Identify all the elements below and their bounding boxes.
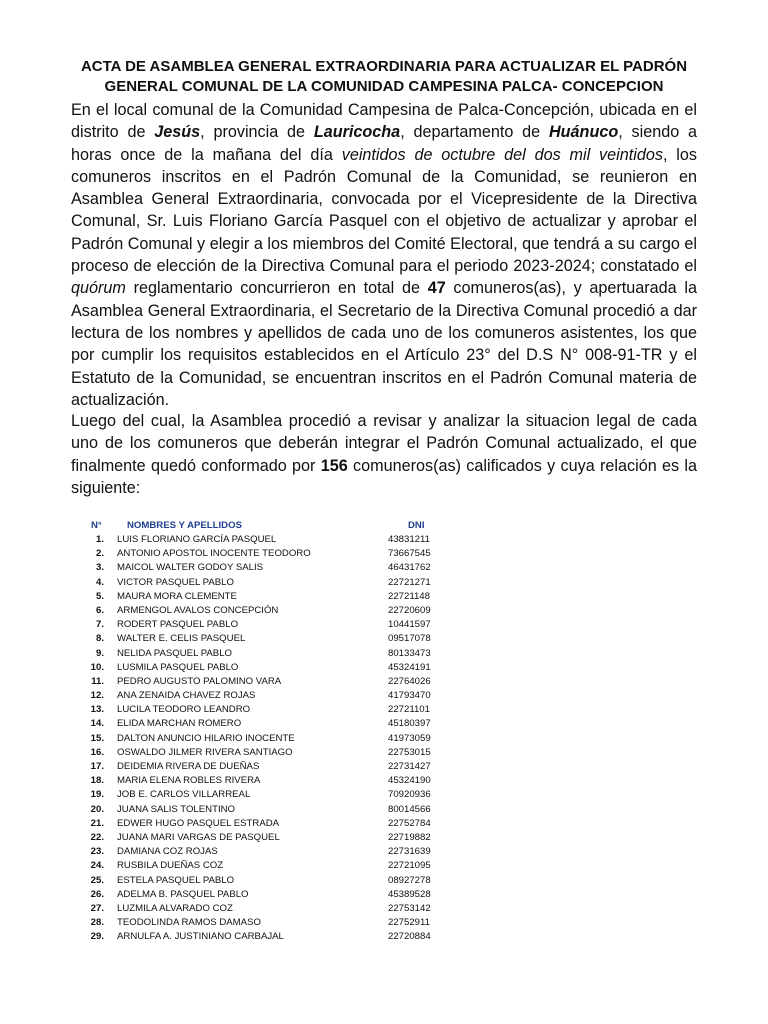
table-row xyxy=(0,775,768,789)
row-number: 2. xyxy=(95,548,104,560)
member-name: LUIS FLORIANO GARCÍA PASQUEL xyxy=(117,534,277,545)
row-number: 26. xyxy=(90,888,104,900)
province-name: Lauricocha xyxy=(313,123,401,142)
member-name: ANA ZENAIDA CHAVEZ ROJAS xyxy=(117,690,256,702)
table-row xyxy=(0,931,768,945)
text-run: , departamento de xyxy=(400,123,549,142)
row-number: 7. xyxy=(95,619,104,631)
member-dni: 22731639 xyxy=(388,846,431,858)
table-row xyxy=(0,917,768,931)
member-dni: 09517078 xyxy=(388,633,431,645)
row-number: 8. xyxy=(95,633,104,645)
row-number: 19. xyxy=(90,789,104,801)
member-name: JUANA SALIS TOLENTINO xyxy=(117,803,236,815)
department-name: Huánuco xyxy=(548,123,619,142)
table-header xyxy=(0,520,768,534)
header-name: NOMBRES Y APELLIDOS xyxy=(127,520,242,531)
member-dni: 22719882 xyxy=(388,831,431,843)
member-name: ESTELA PASQUEL PABLO xyxy=(117,874,235,886)
row-number: 12. xyxy=(90,690,104,702)
table-row xyxy=(0,690,768,704)
table-row xyxy=(0,903,768,917)
table-row xyxy=(0,562,768,576)
row-number: 3. xyxy=(95,562,104,574)
member-name: JOB E. CARLOS VILLARREAL xyxy=(117,789,251,801)
member-name: ARMENGOL AVALOS CONCEPCIÓN xyxy=(117,604,279,616)
member-name: TEODOLINDA RAMOS DAMASO xyxy=(117,917,261,929)
row-number: 13. xyxy=(90,704,104,716)
member-name: LUZMILA ALVARADO COZ xyxy=(117,902,233,914)
text-run: En el local comunal de la Comunidad Campesina de Palca-Concepción, ubicada en el distrito de xyxy=(71,101,697,142)
member-name: RUSBILA DUEÑAS COZ xyxy=(117,860,224,872)
member-dni: 22721101 xyxy=(388,704,430,716)
member-dni: 73667545 xyxy=(388,548,431,560)
member-dni: 45324191 xyxy=(388,661,431,673)
member-dni: 22720609 xyxy=(388,604,431,616)
table-row xyxy=(0,704,768,718)
row-number: 4. xyxy=(95,576,104,588)
member-name: ANTONIO APOSTOL INOCENTE TEODORO xyxy=(117,548,311,560)
table-row xyxy=(0,591,768,605)
row-number: 24. xyxy=(90,860,104,872)
meeting-date: veintidos de octubre del dos mil veintidos xyxy=(341,145,663,164)
member-name: MARIA ELENA ROBLES RIVERA xyxy=(117,775,261,787)
member-dni: 80133473 xyxy=(388,647,431,659)
text-run: , provincia de xyxy=(200,123,314,142)
row-number: 27. xyxy=(90,902,104,914)
table-row xyxy=(0,860,768,874)
result-paragraph xyxy=(71,410,697,499)
row-number: 18. xyxy=(90,775,104,787)
table-row xyxy=(0,804,768,818)
member-dni: 22764026 xyxy=(388,675,431,687)
text-run: , los comuneros inscritos en el Padrón Comunal de la Comunidad, se reunieron en Asamblea General Extraordinaria, convocada por el Vicepresidente de la Directiva Comunal, Sr. Luis Floriano García Pasquel con el objetivo de actualizar y aprobar el Padrón Comunal y elegir a los miembros del Comité Electoral, que tendrá a su cargo el proceso de elección de la Directiva Comunal para el periodo 2023-2024; constatado el xyxy=(71,145,697,276)
member-dni: 10441597 xyxy=(388,619,431,631)
row-number: 28. xyxy=(90,917,104,929)
member-dni: 22752784 xyxy=(388,817,431,829)
row-number: 21. xyxy=(90,817,104,829)
header-number: N° xyxy=(91,520,102,531)
table-row xyxy=(0,733,768,747)
title-line-1: ACTA DE ASAMBLEA GENERAL EXTRAORDINARIA PARA ACTUALIZAR EL PADRÓN xyxy=(80,58,688,75)
row-number: 10. xyxy=(90,661,104,673)
table-row xyxy=(0,534,768,548)
text-run: comuneros(as), y apertuarada la Asamblea General Extraordinaria, el Secretario de la Directiva Comunal procedió a dar lectura de los nombres y apellidos de cada uno de los comuneros asistentes, los que por cumplir los requisitos establecidos en el Artículo 23° del D.S N° 008-91-TR y el Estatuto de la Comunidad, se encuentran inscritos en el Padrón Comunal materia de actualización. xyxy=(71,279,697,409)
member-name: MAICOL WALTER GODOY SALIS xyxy=(117,562,264,574)
row-number: 14. xyxy=(90,718,104,730)
member-name: DALTON ANUNCIO HILARIO INOCENTE xyxy=(117,732,295,744)
table-row xyxy=(0,662,768,676)
member-name: LUSMILA PASQUEL PABLO xyxy=(117,661,239,673)
table-row xyxy=(0,548,768,562)
table-row xyxy=(0,718,768,732)
member-dni: 22720884 xyxy=(388,931,431,943)
member-dni: 43831211 xyxy=(388,534,430,545)
member-name: DAMIANA COZ ROJAS xyxy=(117,846,218,858)
table-row xyxy=(0,832,768,846)
quorum-term: quórum xyxy=(71,279,126,298)
table-row xyxy=(0,605,768,619)
table-row xyxy=(0,577,768,591)
table-row xyxy=(0,889,768,903)
text-run: reglamentario concurrieron en total de xyxy=(125,279,428,298)
row-number: 9. xyxy=(95,647,104,659)
header-dni: DNI xyxy=(408,520,425,531)
row-number: 20. xyxy=(90,803,104,815)
member-name: NELIDA PASQUEL PABLO xyxy=(117,647,232,659)
member-dni: 08927278 xyxy=(388,874,431,886)
member-name: OSWALDO JILMER RIVERA SANTIAGO xyxy=(117,746,293,758)
member-dni: 45324190 xyxy=(388,775,431,787)
member-list xyxy=(0,534,768,945)
text-run: comuneros(as) calificados y cuya relación es la siguiente: xyxy=(71,456,697,497)
table-row xyxy=(0,747,768,761)
member-dni: 22753142 xyxy=(388,902,431,914)
row-number: 22. xyxy=(90,831,104,843)
table-row xyxy=(0,875,768,889)
title-line-2: GENERAL COMUNAL DE LA COMUNIDAD CAMPESINA PALCA- CONCEPCION xyxy=(104,78,664,95)
member-dni: 22752911 xyxy=(388,917,430,929)
row-number: 17. xyxy=(90,761,104,772)
row-number: 15. xyxy=(90,732,104,744)
row-number: 29. xyxy=(90,931,104,943)
table-row xyxy=(0,619,768,633)
total-count: 156 xyxy=(320,456,348,475)
attendee-count: 47 xyxy=(427,279,446,298)
table-row xyxy=(0,789,768,803)
member-dni: 22753015 xyxy=(388,746,431,758)
table-row xyxy=(0,818,768,832)
member-name: VICTOR PASQUEL PABLO xyxy=(117,576,234,588)
member-name: EDWER HUGO PASQUEL ESTRADA xyxy=(117,817,280,829)
table-row xyxy=(0,846,768,860)
member-dni: 22721148 xyxy=(388,590,430,602)
member-dni: 46431762 xyxy=(388,562,431,574)
member-name: PEDRO AUGUSTO PALOMINO VARA xyxy=(117,675,282,687)
row-number: 1. xyxy=(95,534,104,545)
table-row xyxy=(0,676,768,690)
member-dni: 41793470 xyxy=(388,690,431,702)
member-dni: 45180397 xyxy=(388,718,431,730)
member-dni: 41973059 xyxy=(388,732,431,744)
member-name: JUANA MARI VARGAS DE PASQUEL xyxy=(117,831,280,843)
member-dni: 22721271 xyxy=(388,576,431,588)
row-number: 23. xyxy=(90,846,104,858)
member-name: ARNULFA A. JUSTINIANO CARBAJAL xyxy=(117,931,284,943)
document-title xyxy=(72,57,696,97)
member-name: MAURA MORA CLEMENTE xyxy=(117,590,237,602)
member-name: RODERT PASQUEL PABLO xyxy=(117,619,239,631)
row-number: 11. xyxy=(91,675,104,687)
member-dni: 45389528 xyxy=(388,888,431,900)
member-name: ELIDA MARCHAN ROMERO xyxy=(117,718,242,730)
row-number: 5. xyxy=(95,590,104,602)
member-name: ADELMA B. PASQUEL PABLO xyxy=(117,888,249,900)
member-dni: 80014566 xyxy=(388,803,431,815)
table-row xyxy=(0,761,768,775)
row-number: 16. xyxy=(90,746,104,758)
member-dni: 22731427 xyxy=(388,761,431,772)
row-number: 6. xyxy=(95,604,104,616)
table-row xyxy=(0,648,768,662)
table-row xyxy=(0,633,768,647)
member-dni: 70920936 xyxy=(388,789,431,801)
text-run: , siendo a horas once de la mañana del día xyxy=(71,123,697,164)
text-run: Luego del cual, la Asamblea procedió a revisar y analizar la situacion legal de cada uno de los comuneros que deberán integrar el Padrón Comunal actualizado, el que finalmente quedó conformado por xyxy=(71,412,697,475)
member-name: WALTER E. CELIS PASQUEL xyxy=(117,633,246,645)
row-number: 25. xyxy=(90,874,104,886)
member-name: DEIDEMIA RIVERA DE DUEÑAS xyxy=(117,761,260,772)
member-dni: 22721095 xyxy=(388,860,431,872)
district-name: Jesús xyxy=(154,123,201,142)
intro-paragraph xyxy=(71,99,697,411)
member-name: LUCILA TEODORO LEANDRO xyxy=(117,704,251,716)
